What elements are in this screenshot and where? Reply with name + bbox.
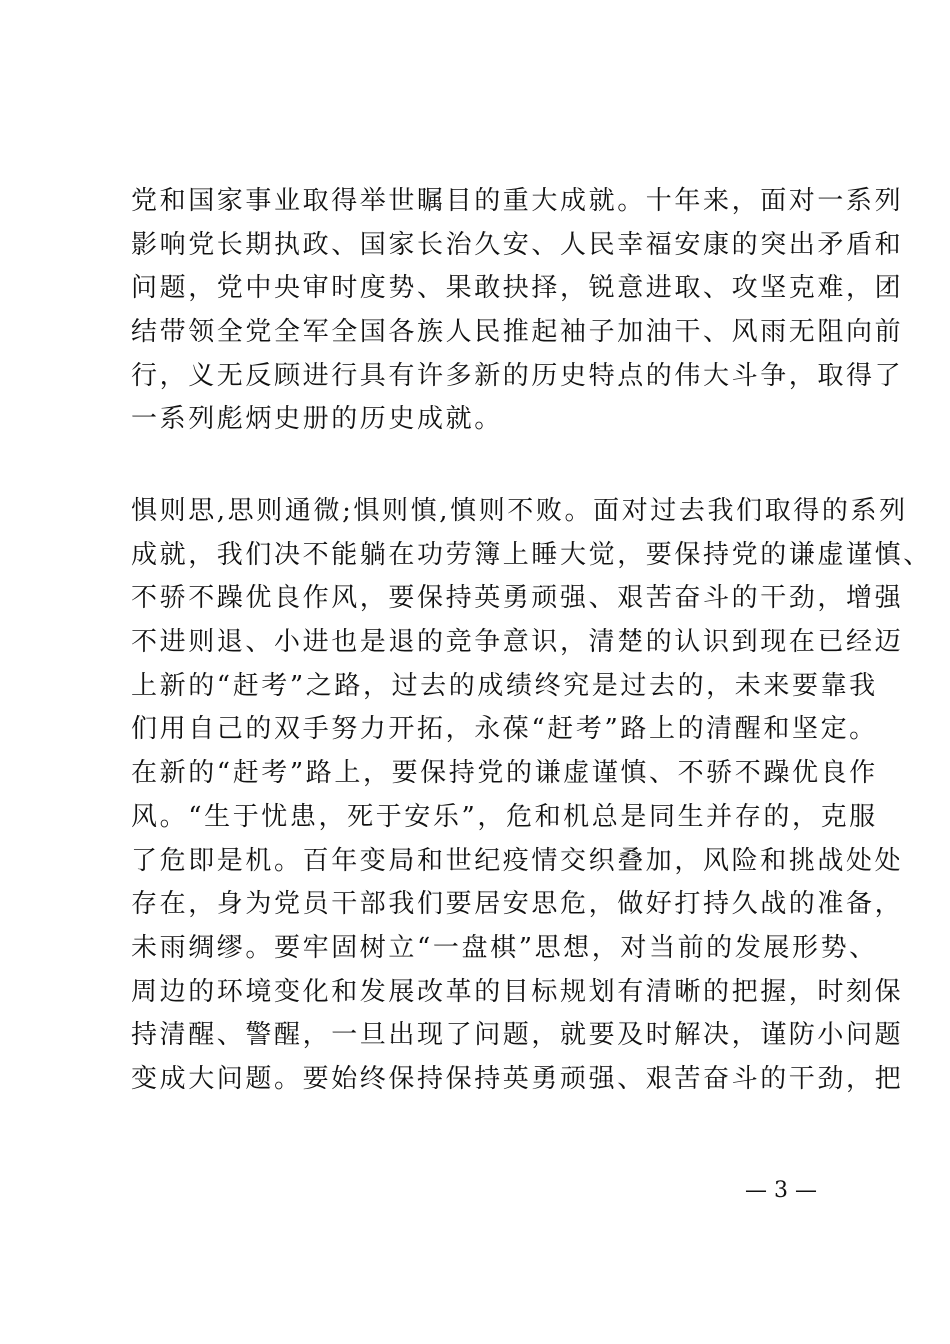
text-line: 不进则退、小进也是退的竞争意识，清楚的认识到现在已经迈 (131, 627, 904, 658)
text-line: 上新的“赶考”之路，过去的成绩终究是过去的，未来要靠我 (131, 670, 878, 701)
text-line: 在新的“赶考”路上，要保持党的谦虚谨慎、不骄不躁优良作 (131, 758, 878, 789)
text-line: 惧则思,思则通微;惧则慎,慎则不败。面对过去我们取得的系列 (131, 496, 908, 526)
text-line: 风。“生于忧患，死于安乐”，危和机总是同生并存的，克服 (131, 801, 878, 832)
text-line: 周边的环境变化和发展改革的目标规划有清晰的把握，时刻保 (131, 976, 904, 1007)
text-line: 结带领全党全军全国各族人民推起袖子加油干、风雨无阻向前 (131, 317, 904, 348)
text-line: 存在，身为党员干部我们要居安思危，做好打持久战的准备， (131, 889, 904, 920)
text-line: 们用自己的双手努力开拓，永葆“赶考”路上的清醒和坚定。 (131, 714, 878, 745)
text-line: 不骄不躁优良作风，要保持英勇顽强、艰苦奋斗的干劲，增强 (131, 583, 904, 614)
text-line: 成就，我们决不能躺在功劳簿上睡大觉，要保持党的谦虚谨慎、 (131, 539, 932, 570)
paragraph-2 (131, 490, 932, 1102)
text-line: 未雨绸缪。要牢固树立“一盘棋”思想，对当前的发展形势、 (131, 932, 878, 963)
text-line: 变成大问题。要始终保持保持英勇顽强、艰苦奋斗的干劲，把 (131, 1063, 904, 1094)
text-line: 持清醒、警醒，一旦出现了问题，就要及时解决，谨防小问题 (131, 1020, 904, 1051)
text-line: 问题，党中央审时度势、果敢抉择，锐意进取、攻坚克难，团 (131, 273, 904, 304)
text-line: 党和国家事业取得举世瞩目的重大成就。十年来，面对一系列 (131, 186, 904, 216)
text-line: 了危即是机。百年变局和世纪疫情交织叠加，风险和挑战处处 (131, 845, 904, 876)
paragraph-1 (131, 180, 904, 442)
text-line: 影响党长期执政、国家长治久安、人民幸福安康的突出矛盾和 (131, 229, 904, 260)
text-line: 行，义无反顾进行具有许多新的历史特点的伟大斗争，取得了 (131, 360, 904, 391)
text-line: 一系列彪炳史册的历史成就。 (131, 404, 503, 435)
page-number: — 3 — (745, 1178, 817, 1203)
